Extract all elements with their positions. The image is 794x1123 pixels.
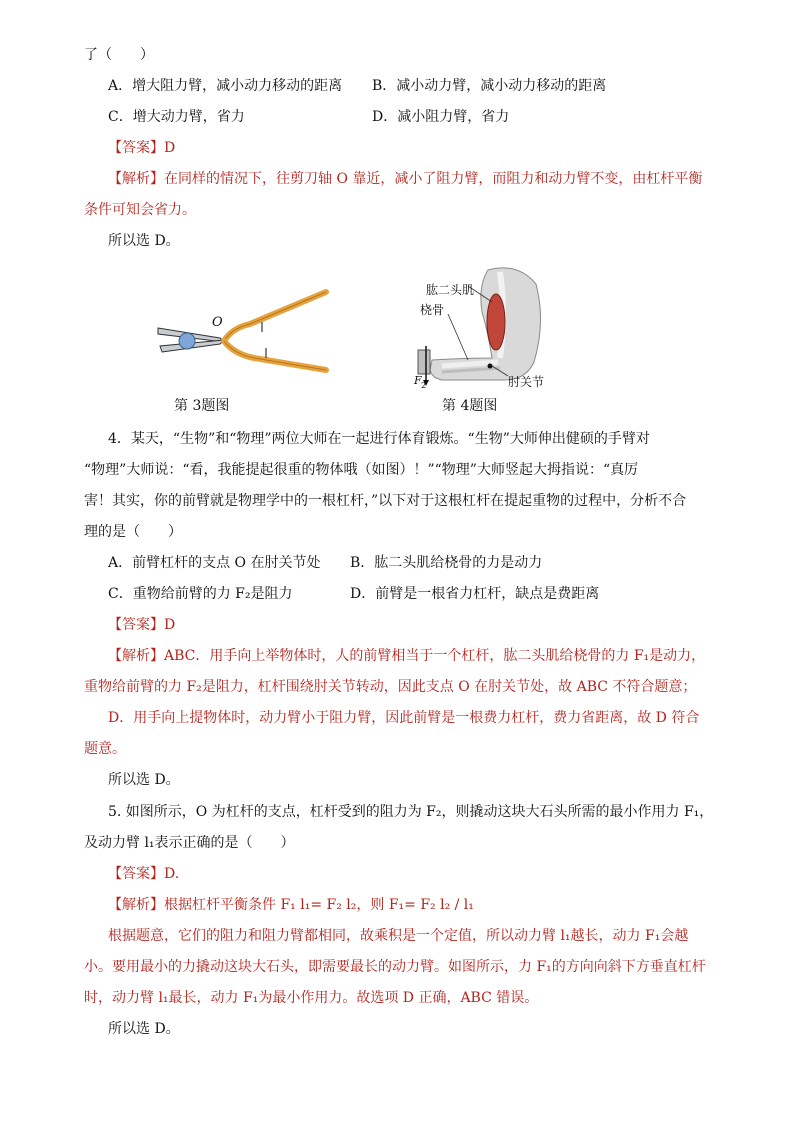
q4-option-d: D．前臂是一根省力杠杆，缺点是费距离 [350, 586, 600, 602]
q3-option-a: A．增大阻力臂，减小动力移动的距离 [108, 78, 343, 94]
q4-stem-line2: “物理”大师说：“看，我能提起很重的物体哦（如图）！”“物理”大师竖起大拇指说：“真厉 [84, 462, 639, 478]
q3-option-c: C．增大动力臂，省力 [108, 109, 245, 125]
q4-analysis-line4: 题意。 [84, 741, 126, 757]
q4-analysis [108, 646, 705, 666]
q3-stem-tail: 了（ ） [84, 47, 154, 63]
q5-analysis [108, 895, 474, 915]
figure-4-caption: 第 4题图 [442, 398, 498, 414]
q3-conclusion: 所以选 D。 [108, 233, 180, 249]
figure-3-caption: 第 3题图 [174, 398, 230, 414]
q3-option-d: D．减小阻力臂，省力 [372, 109, 510, 125]
q3-analysis-line2: 条件可知会省力。 [84, 202, 196, 218]
q5-analysis-line2: 根据题意，它们的阻力和阻力臂都相同，故乘积是一个定值，所以动力臂 l₁越长，动力 F₁会越 [108, 928, 689, 944]
answer-value: D. [164, 866, 180, 882]
q4-option-b: B．肱二头肌给桡骨的力是动力 [350, 555, 543, 571]
fig3-label-o: O [212, 315, 223, 330]
q5-answer [108, 864, 179, 884]
q3-option-b: B．减小动力臂，减小动力移动的距离 [372, 78, 607, 94]
q4-option-a: A．前臂杠杆的支点 O 在肘关节处 [108, 555, 321, 571]
figure-4-forearm [408, 262, 568, 392]
fig4-label-radius: 桡骨 [420, 303, 445, 317]
q4-stem-line3: 害！其实，你的前臂就是物理学中的一根杠杆，”以下对于这根杠杆在提起重物的过程中，分析不合 [84, 493, 687, 509]
fig4-label-biceps: 肱二头肌 [426, 283, 475, 297]
fig4-label-f: F [414, 374, 422, 387]
analysis-tag: 【解析】 [108, 648, 164, 664]
answer-value: D [164, 140, 176, 156]
answer-value: D [164, 617, 176, 633]
answer-tag: 【答案】 [108, 140, 164, 156]
q4-conclusion: 所以选 D。 [108, 772, 180, 788]
analysis-text: 在同样的情况下，往剪刀轴 O 靠近，减小了阻力臂，而阻力和动力臂不变，由杠杆平衡 [164, 171, 703, 187]
q4-answer [108, 615, 175, 635]
q5-stem-line1: 5. 如图所示，O 为杠杆的支点，杠杆受到的阻力为 F₂，则撬动这块大石头所需的最小作用力 F₁， [108, 804, 714, 820]
q4-analysis-line2: 重物给前臂的力 F₂是阻力，杠杆围绕肘关节转动，因此支点 O 在肘关节处，故 ABC 不符合题意； [84, 679, 697, 695]
q3-answer [108, 138, 175, 158]
answer-tag: 【答案】 [108, 866, 164, 882]
q5-conclusion: 所以选 D。 [108, 1021, 180, 1037]
q4-option-c: C．重物给前臂的力 F₂是阻力 [108, 586, 293, 602]
analysis-text: ABC．用手向上举物体时，人的前臂相当于一个杠杆，肱二头肌给桡骨的力 F₁是动力， [164, 648, 706, 664]
figure-3-scissors [150, 280, 340, 380]
q4-analysis-line3: D．用手向上提物体时，动力臂小于阻力臂，因此前臂是一根费力杠杆，费力省距离，故 D 符合 [108, 710, 700, 726]
q5-analysis-line4: 时，动力臂 l₁最长，动力 F₁为最小作用力。故选项 D 正确，ABC 错误。 [84, 990, 539, 1006]
answer-tag: 【答案】 [108, 617, 164, 633]
muscle-icon [487, 294, 505, 350]
analysis-text: 根据杠杆平衡条件 F₁ l₁= F₂ l₂，则 F₁= F₂ l₂ / l₁ [164, 897, 474, 913]
fig4-label-f-sub: 2 [421, 381, 427, 390]
q5-analysis-line3: 小。要用最小的力撬动这块大石头，即需要最长的动力臂。如图所示，力 F₁的方向向斜下方垂直杠杆 [84, 959, 706, 975]
ball-icon [179, 333, 195, 349]
analysis-tag: 【解析】 [108, 171, 164, 187]
analysis-tag: 【解析】 [108, 897, 164, 913]
fig4-label-elbow: 肘关节 [508, 375, 545, 389]
q5-stem-line2: 及动力臂 l₁表示正确的是（ ） [84, 835, 295, 851]
q4-stem-line4: 理的是（ ） [84, 524, 182, 540]
q3-analysis [108, 169, 702, 189]
q4-stem-line1: 4．某天，“生物”和“物理”两位大师在一起进行体育锻炼。“生物”大师伸出健硕的手臂对 [108, 431, 650, 447]
